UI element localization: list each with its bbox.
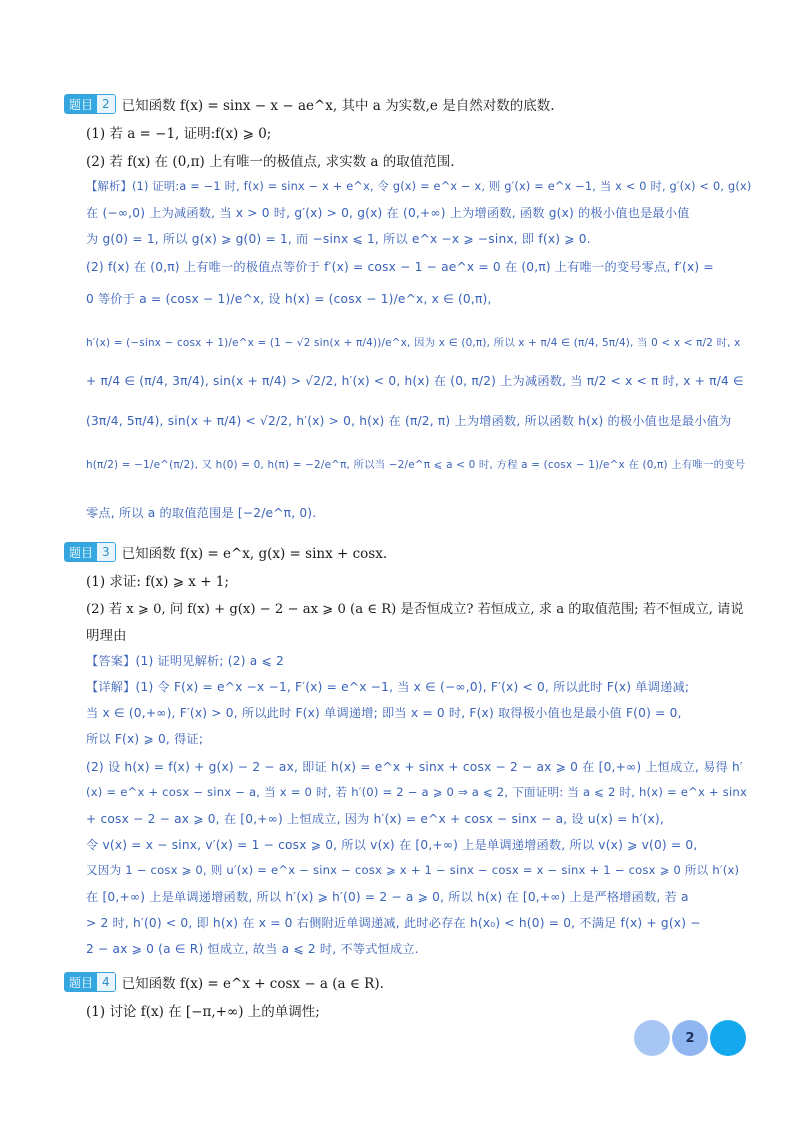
solution-line: 【详解】(1) 令 F(x) = e^x −x −1, F′(x) = e^x −1, 当 x ∈ (−∞,0), F′(x) < 0, 所以此时 F(x) 单调递减; [86, 680, 690, 694]
solution-line: 令 v(x) = x − sinx, v′(x) = 1 − cosx ⩾ 0, 所以 v(x) 在 [0,+∞) 上是单调递增函数, 所以 v(x) ⩾ v(0) = 0, [86, 838, 698, 852]
page-number: 2 [672, 1020, 708, 1056]
solution-line: 在 [0,+∞) 上是单调递增函数, 所以 h′(x) ⩾ h′(0) = 2 − a ⩾ 0, 所以 h(x) 在 [0,+∞) 上是严格增函数, 若 a [86, 890, 689, 904]
solution-line: 又因为 1 − cosx ⩾ 0, 则 u′(x) = e^x − sinx − cosx ⩾ x + 1 − sinx − cosx = x − sinx + 1 − cosx ⩾ 0 所以 h′(x) [86, 863, 740, 877]
problem-badge-number: 2 [97, 95, 115, 113]
solution-line: 所以 F(x) ⩾ 0, 得证; [86, 732, 204, 746]
solution-line: (x) = e^x + cosx − sinx − a, 当 x = 0 时, 若 h′(0) = 2 − a ⩾ 0 ⇒ a ⩽ 2, 下面证明: 当 a ⩽ 2 时, h(x) = e^x + sinx [86, 785, 748, 799]
solution-line: 【答案】(1) 证明见解析; (2) a ⩽ 2 [86, 654, 284, 668]
problem-part: (1) 求证: f(x) ⩾ x + 1; [86, 574, 229, 590]
solution-line: h(π/2) = −1/e^(π/2), 又 h(0) = 0, h(π) = −2/e^π, 所以当 −2/e^π ⩽ a < 0 时, 方程 a = (cosx − 1)/e^x 在 (0,π) 上有唯一的变号 [86, 459, 746, 471]
problem-part: (2) 若 x ⩾ 0, 问 f(x) + g(x) − 2 − ax ⩾ 0 (a ∈ R) 是否恒成立? 若恒成立, 求 a 的取值范围; 若不恒成立, 请说 [86, 602, 744, 617]
solution-line: 当 x ∈ (0,+∞), F′(x) > 0, 所以此时 F(x) 单调递增; 即当 x = 0 时, F(x) 取得极小值也是最小值 F(0) = 0, [86, 706, 682, 720]
solution-line: + cosx − 2 − ax ⩾ 0, 在 [0,+∞) 上恒成立, 因为 h′(x) = e^x + cosx − sinx − a, 设 u(x) = h′(x), [86, 812, 664, 826]
problem-4-header [64, 972, 384, 992]
solution-line: 为 g(0) = 1, 所以 g(x) ⩾ g(0) = 1, 而 −sinx ⩽ 1, 所以 e^x −x ⩾ −sinx, 即 f(x) ⩾ 0. [86, 232, 591, 246]
problem-part: 明理由 [86, 628, 127, 644]
problem-stem: 已知函数 f(x) = e^x + cosx − a (a ∈ R). [121, 976, 384, 992]
problem-2-header [64, 94, 554, 114]
problem-stem: 已知函数 f(x) = sinx − x − ae^x, 其中 a 为实数,e 是自然对数的底数. [121, 98, 555, 114]
solution-line: (2) f(x) 在 (0,π) 上有唯一的极值点等价于 f′(x) = cosx − 1 − ae^x = 0 在 (0,π) 上有唯一的变号零点, f′(x) = [86, 260, 714, 274]
solution-line: > 2 时, h′(0) < 0, 即 h(x) 在 x = 0 右侧附近单调递减, 此时必存在 h(x₀) < h(0) = 0, 不满足 f(x) + g(x) − [86, 916, 701, 930]
problem-3-header [64, 542, 387, 562]
solution-line: + π/4 ∈ (π/4, 3π/4), sin(x + π/4) > √2/2, h′(x) < 0, h(x) 在 (0, π/2) 上为减函数, 当 π/2 < x < π 时, x + π/4 ∈ [86, 374, 744, 388]
problem-part: (1) 讨论 f(x) 在 [−π,+∞) 上的单调性; [86, 1004, 320, 1020]
solution-line: h′(x) = (−sinx − cosx + 1)/e^x = (1 − √2 sin(x + π/4))/e^x, 因为 x ∈ (0,π), 所以 x + π/4 ∈ (π/4, 5π/4), 当 0 < x < π/2 时, x [86, 337, 741, 349]
problem-badge [64, 542, 116, 562]
solution-line: 零点, 所以 a 的取值范围是 [−2/e^π, 0). [86, 506, 317, 520]
problem-part: (2) 若 f(x) 在 (0,π) 上有唯一的极值点, 求实数 a 的取值范围. [86, 154, 455, 170]
solution-line: (3π/4, 5π/4), sin(x + π/4) < √2/2, h′(x) > 0, h(x) 在 (π/2, π) 上为增函数, 所以函数 h(x) 的极小值也是最小值为 [86, 414, 732, 428]
problem-badge-label: 题目 [65, 973, 97, 991]
solution-line: 2 − ax ⩾ 0 (a ∈ R) 恒成立, 故当 a ⩽ 2 时, 不等式恒成立. [86, 942, 419, 956]
solution-line: 0 等价于 a = (cosx − 1)/e^x, 设 h(x) = (cosx − 1)/e^x, x ∈ (0,π), [86, 292, 492, 306]
problem-badge-number: 4 [97, 973, 115, 991]
solution-line: 在 (−∞,0) 上为减函数, 当 x > 0 时, g′(x) > 0, g(x) 在 (0,+∞) 上为增函数, 函数 g(x) 的极小值也是最小值 [86, 206, 690, 220]
solution-line: (2) 设 h(x) = f(x) + g(x) − 2 − ax, 即证 h(x) = e^x + sinx + cosx − 2 − ax ⩾ 0 在 [0,+∞) 上恒成立, 易得 h′ [86, 760, 743, 774]
problem-stem: 已知函数 f(x) = e^x, g(x) = sinx + cosx. [121, 546, 388, 562]
problem-badge [64, 94, 116, 114]
solution-line: 【解析】(1) 证明:a = −1 时, f(x) = sinx − x + e^x, 令 g(x) = e^x − x, 则 g′(x) = e^x −1, 当 x < 0 时, g′(x) < 0, g(x) [86, 180, 752, 193]
footer-dot-left [634, 1020, 670, 1056]
problem-part: (1) 若 a = −1, 证明:f(x) ⩾ 0; [86, 126, 272, 142]
problem-badge-number: 3 [97, 543, 115, 561]
problem-badge-label: 题目 [65, 95, 97, 113]
footer-dot-right [710, 1020, 746, 1056]
problem-badge-label: 题目 [65, 543, 97, 561]
problem-badge [64, 972, 116, 992]
